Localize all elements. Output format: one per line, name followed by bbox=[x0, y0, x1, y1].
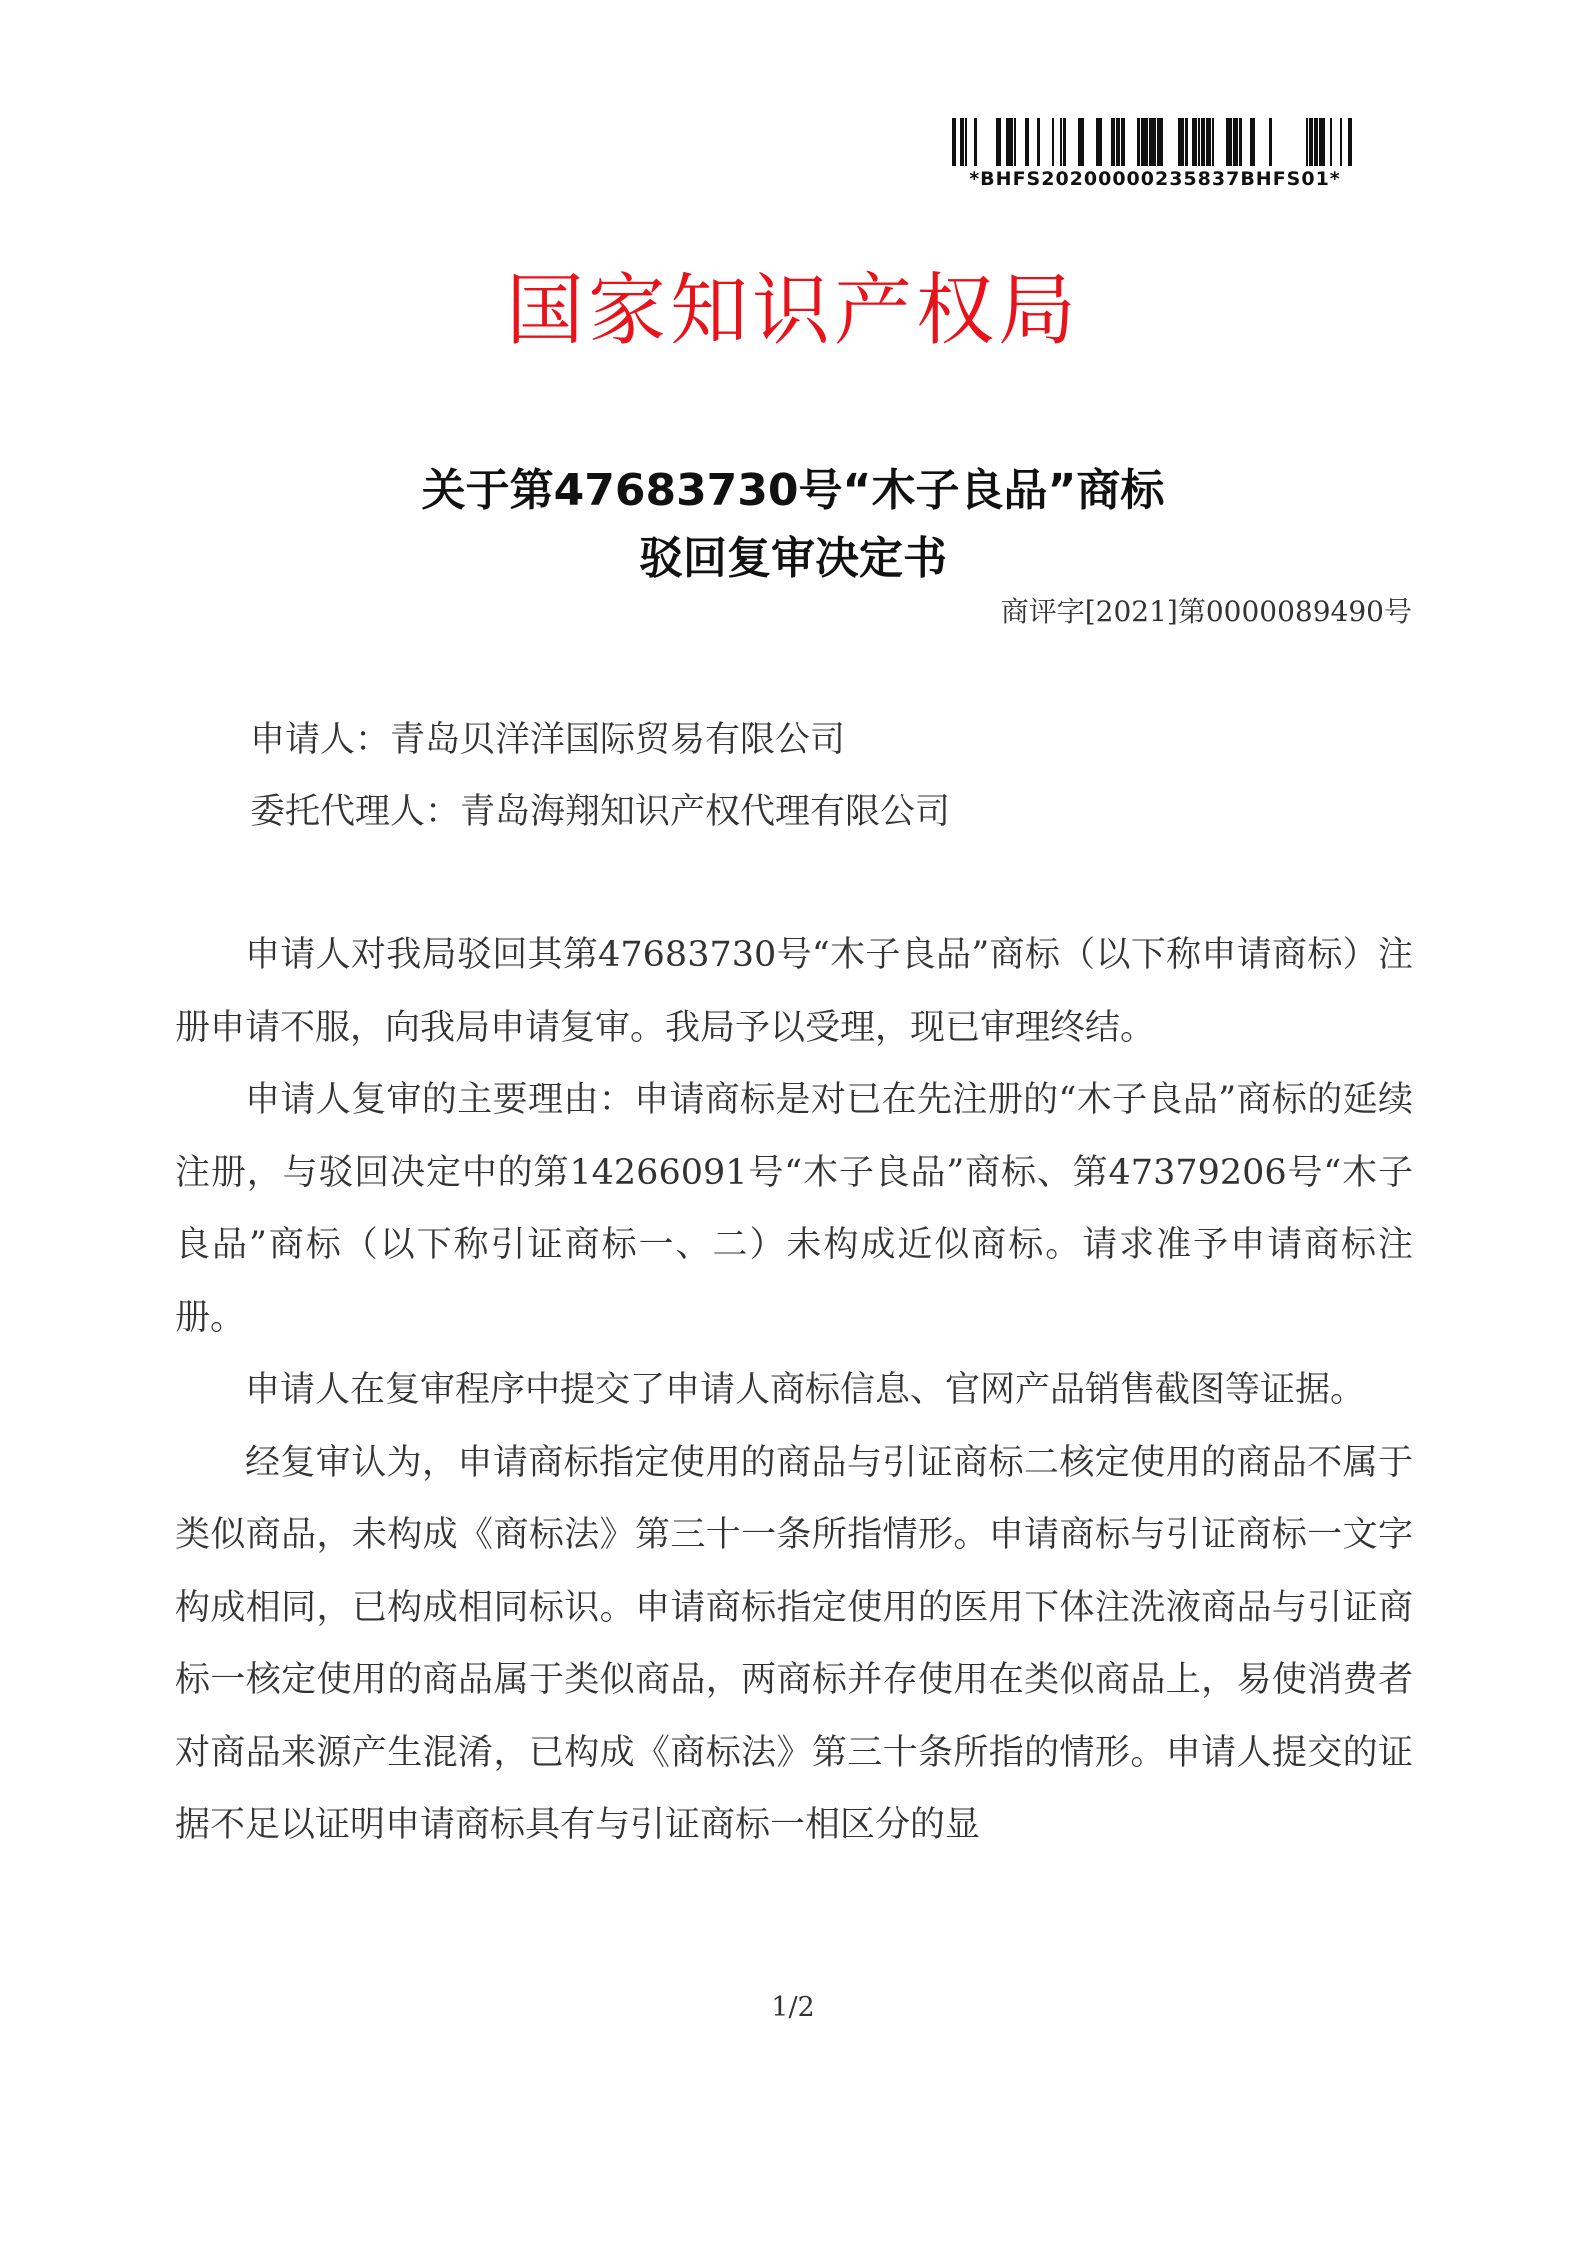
body-paragraph: 申请人在复审程序中提交了申请人商标信息、官网产品销售截图等证据。 bbox=[245, 1370, 1366, 1410]
body-paragraph: 经复审认为，申请商标指定使用的商品与引证商标二核定使用的商品不属于类似商品，未构成《商标法》第三十一条所指情形。申请商标与引证商标一文字构成相同，已构成相同标识。申请商标指定使用的医用下体注洗液商品与引证商标一核定使用的商品属于类似商品，两商标并存使用在类似商品上，易使消费者对商品来源产生混淆，已构成《商标法》第三十条所指的情形。申请人提交的证据不足以证明申请商标具有与引证商标一相区分的显 bbox=[175, 1442, 1413, 1845]
page-number: 1/2 bbox=[771, 1992, 815, 2023]
agency-name: 国家知识产权局 bbox=[505, 266, 1080, 356]
decision-title-line-1: 关于第47683730号“木子良品”商标 bbox=[421, 465, 1165, 516]
barcode bbox=[940, 110, 1370, 192]
document-number: 商评字[2021]第0000089490号 bbox=[1000, 595, 1412, 628]
decision-title-line-2: 驳回复审决定书 bbox=[639, 533, 947, 584]
agent-line: 委托代理人：青岛海翔知识产权代理有限公司 bbox=[250, 792, 951, 832]
decision-body bbox=[175, 919, 1413, 1862]
barcode-text: *BHFS20200000235837BHFS01* bbox=[969, 168, 1341, 190]
applicant-line: 申请人：青岛贝洋洋国际贸易有限公司 bbox=[250, 720, 846, 760]
barcode-graphic bbox=[952, 118, 1352, 166]
body-paragraph: 申请人对我局驳回其第47683730号“木子良品”商标（以下称申请商标）注册申请不服，向我局申请复审。我局予以受理，现已审理终结。 bbox=[175, 935, 1413, 1048]
body-paragraph: 申请人复审的主要理由：申请商标是对已在先注册的“木子良品”商标的延续注册，与驳回决定中的第14266091号“木子良品”商标、第47379206号“木子良品”商标（以下称引证商标一、二）未构成近似商标。请求准予申请商标注册。 bbox=[175, 1080, 1413, 1338]
